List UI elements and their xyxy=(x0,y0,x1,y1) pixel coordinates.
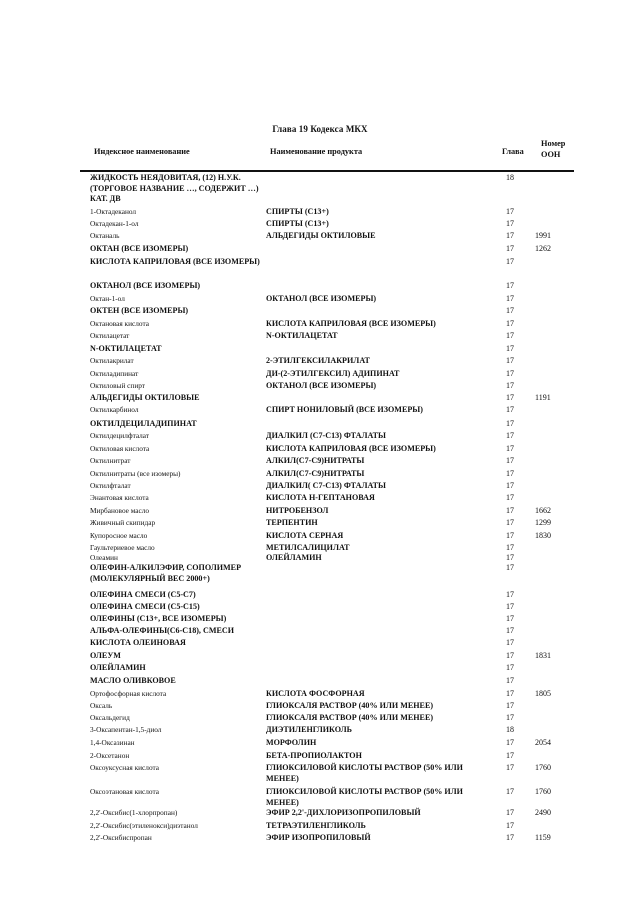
page-title: Глава 19 Кодекса МКХ xyxy=(272,124,368,134)
chapter-cell: 17 xyxy=(506,763,514,772)
chapter-cell: 17 xyxy=(506,663,514,672)
product-name-cell: N-ОКТИЛАЦЕТАТ xyxy=(266,331,338,340)
header-un-line1: Номер xyxy=(541,139,566,148)
index-name-cell: ОКТЕН (ВСЕ ИЗОМЕРЫ) xyxy=(90,306,189,315)
chapter-cell: 17 xyxy=(506,381,514,390)
product-name-cell: ГЛИОКСИЛОВОЙ КИСЛОТЫ РАСТВОР (50% ИЛИ МЕНЕЕ) xyxy=(266,763,463,783)
chapter-cell: 17 xyxy=(506,405,514,414)
index-name-cell: Мирбановое масло xyxy=(90,506,150,515)
index-name-cell: КИСЛОТА ОЛЕИНОВАЯ xyxy=(90,638,186,647)
index-name-cell: МАСЛО ОЛИВКОВОЕ xyxy=(90,676,176,685)
product-name-cell: ТЕТРАЭТИЛЕНГЛИКОЛЬ xyxy=(266,821,366,830)
product-name-cell: КИСЛОТА СЕРНАЯ xyxy=(266,531,344,540)
product-name-cell: ДИЭТИЛЕНГЛИКОЛЬ xyxy=(266,725,352,734)
header-un-line2: ООН xyxy=(541,150,561,159)
un-number-cell: 1831 xyxy=(535,651,551,660)
product-name-cell: ОКТАНОЛ (ВСЕ ИЗОМЕРЫ) xyxy=(266,381,377,390)
chapter-cell: 17 xyxy=(506,808,514,817)
index-name-cell: Октилакрилат xyxy=(90,356,134,365)
product-name-cell: 2-ЭТИЛГЕКСИЛАКРИЛАТ xyxy=(266,356,370,365)
index-name-cell: Оксаль xyxy=(90,701,113,710)
un-number-cell: 1662 xyxy=(535,506,551,515)
chapter-cell: 17 xyxy=(506,543,514,552)
index-name-cell: ОКТАНОЛ (ВСЕ ИЗОМЕРЫ) xyxy=(90,281,201,290)
chapter-cell: 17 xyxy=(506,456,514,465)
chapter-cell: 17 xyxy=(506,319,514,328)
index-name-cell: ОКТАН (ВСЕ ИЗОМЕРЫ) xyxy=(90,244,189,253)
chapter-cell: 17 xyxy=(506,481,514,490)
chapter-cell: 17 xyxy=(506,833,514,842)
un-number-cell: 2490 xyxy=(535,808,551,817)
chapter-cell: 17 xyxy=(506,219,514,228)
index-name-cell: N-ОКТИЛАЦЕТАТ xyxy=(90,344,162,353)
index-name-cell: 2,2'-Оксибис(1-хлорпропан) xyxy=(90,808,178,817)
index-name-cell: Октилацетат xyxy=(90,331,130,340)
chapter-cell: 17 xyxy=(506,701,514,710)
index-name-cell: ОЛЕФИНА СМЕСИ (С5-С7) xyxy=(90,590,196,599)
chapter-cell: 17 xyxy=(506,531,514,540)
index-name-cell: 1-Октадеканол xyxy=(90,207,137,216)
index-name-cell: ОЛЕФИН-АЛКИЛЭФИР, СОПОЛИМЕР (МОЛЕКУЛЯРНЫЙ ВЕС 2000+) xyxy=(90,563,242,583)
chapter-cell: 17 xyxy=(506,244,514,253)
un-number-cell: 1830 xyxy=(535,531,551,540)
chapter-cell: 17 xyxy=(506,506,514,515)
chapter-cell: 17 xyxy=(506,751,514,760)
un-number-cell: 1262 xyxy=(535,244,551,253)
chapter-cell: 17 xyxy=(506,281,514,290)
un-number-cell: 1159 xyxy=(535,833,551,842)
chapter-cell: 17 xyxy=(506,294,514,303)
product-name-cell: НИТРОБЕНЗОЛ xyxy=(266,506,329,515)
index-name-cell: Гаультериевое масло xyxy=(90,543,155,552)
un-number-cell: 1991 xyxy=(535,231,551,240)
product-name-cell: ЭФИР ИЗОПРОПИЛОВЫЙ xyxy=(266,833,371,842)
index-name-cell: Энантовая кислота xyxy=(90,493,149,502)
product-name-cell: КИСЛОТА ФОСФОРНАЯ xyxy=(266,689,365,698)
index-name-cell: Октан-1-ол xyxy=(90,294,125,303)
chapter-cell: 17 xyxy=(506,602,514,611)
product-name-cell: АЛЬДЕГИДЫ ОКТИЛОВЫЕ xyxy=(266,231,376,240)
index-name-cell: Купоросное масло xyxy=(90,531,148,540)
product-name-cell: АЛКИЛ(С7-С9)НИТРАТЫ xyxy=(266,469,365,478)
chapter-cell: 17 xyxy=(506,469,514,478)
index-name-cell: 1,4-Оксазинан xyxy=(90,738,135,747)
product-name-cell: СПИРТЫ (С13+) xyxy=(266,207,329,216)
un-number-cell: 1760 xyxy=(535,787,551,796)
chapter-cell: 17 xyxy=(506,306,514,315)
product-name-cell: МЕТИЛСАЛИЦИЛАТ xyxy=(266,543,350,552)
product-name-cell: СПИРТ НОНИЛОВЫЙ (ВСЕ ИЗОМЕРЫ) xyxy=(266,405,423,414)
chapter-cell: 17 xyxy=(506,689,514,698)
product-name-cell: ТЕРПЕНТИН xyxy=(266,518,318,527)
index-name-cell: Октилкарбинол xyxy=(90,405,139,414)
chapter-cell: 17 xyxy=(506,344,514,353)
chapter-cell: 17 xyxy=(506,614,514,623)
index-name-cell: ОЛЕУМ xyxy=(90,651,121,660)
index-name-cell: Живичный скипидар xyxy=(90,518,156,527)
index-name-cell: Ортофосфорная кислота xyxy=(90,689,167,698)
index-name-cell: Оксоэтановая кислота xyxy=(90,787,159,796)
header-chapter: Глава xyxy=(502,147,524,156)
product-name-cell: ГЛИОКСИЛОВОЙ КИСЛОТЫ РАСТВОР (50% ИЛИ МЕНЕЕ) xyxy=(266,787,463,807)
product-name-cell: БЕТА-ПРОПИОЛАКТОН xyxy=(266,751,362,760)
chapter-cell: 17 xyxy=(506,369,514,378)
index-name-cell: 2,2'-Оксибис(этиленокси)диэтанол xyxy=(90,821,198,830)
index-name-cell: АЛЬДЕГИДЫ ОКТИЛОВЫЕ xyxy=(90,393,200,402)
product-name-cell: ДИ-(2-ЭТИЛГЕКСИЛ) АДИПИНАТ xyxy=(266,369,400,378)
chapter-cell: 17 xyxy=(506,563,514,572)
product-name-cell: ГЛИОКСАЛЯ РАСТВОР (40% ИЛИ МЕНЕЕ) xyxy=(266,701,434,710)
product-name-cell: КИСЛОТА Н-ГЕПТАНОВАЯ xyxy=(266,493,375,502)
index-name-cell: КИСЛОТА КАПРИЛОВАЯ (ВСЕ ИЗОМЕРЫ) xyxy=(90,257,260,266)
chapter-cell: 17 xyxy=(506,356,514,365)
chapter-cell: 17 xyxy=(506,331,514,340)
header-rule xyxy=(80,170,574,172)
index-name-cell: Оксоуксусная кислота xyxy=(90,763,160,772)
index-name-cell: Октиловая кислота xyxy=(90,444,150,453)
chapter-cell: 17 xyxy=(506,553,514,562)
un-number-cell: 1760 xyxy=(535,763,551,772)
header-index-name: Индексное наименование xyxy=(94,147,190,156)
chapter-cell: 17 xyxy=(506,419,514,428)
product-name-cell: ОКТАНОЛ (ВСЕ ИЗОМЕРЫ) xyxy=(266,294,377,303)
chapter-cell: 17 xyxy=(506,821,514,830)
index-name-cell: Оксальдегид xyxy=(90,713,130,722)
index-name-cell: ЖИДКОСТЬ НЕЯДОВИТАЯ, (12) Н.У.К. (ТОРГОВОЕ НАЗВАНИЕ …, СОДЕРЖИТ …) КАТ. ДВ xyxy=(90,173,259,204)
index-name-cell: ОЛЕЙЛАМИН xyxy=(90,663,146,672)
index-name-cell: Олеамин xyxy=(90,553,118,562)
index-name-cell: АЛЬФА-ОЛЕФИНЫ(С6-С18), СМЕСИ xyxy=(90,626,235,635)
un-number-cell: 1299 xyxy=(535,518,551,527)
header-un-number xyxy=(541,138,565,160)
product-name-cell: ЭФИР 2,2'-ДИХЛОРИЗОПРОПИЛОВЫЙ xyxy=(266,808,421,817)
chapter-cell: 17 xyxy=(506,626,514,635)
index-name-cell: Октилнитрат xyxy=(90,456,131,465)
chapter-cell: 17 xyxy=(506,393,514,402)
chapter-cell: 17 xyxy=(506,493,514,502)
chapter-cell: 17 xyxy=(506,518,514,527)
index-name-cell: Октилнитраты (все изомеры) xyxy=(90,469,181,478)
header-product-name: Наименование продукта xyxy=(270,147,363,156)
un-number-cell: 1191 xyxy=(535,393,551,402)
product-name-cell: ДИАЛКИЛ( С7-С13) ФТАЛАТЫ xyxy=(266,481,386,490)
product-name-cell: АЛКИЛ(С7-С9)НИТРАТЫ xyxy=(266,456,365,465)
index-name-cell: ОЛЕФИНЫ (С13+, ВСЕ ИЗОМЕРЫ) xyxy=(90,614,227,623)
index-name-cell: Октиладипинат xyxy=(90,369,139,378)
product-name-cell: МОРФОЛИН xyxy=(266,738,317,747)
chapter-cell: 17 xyxy=(506,638,514,647)
chapter-cell: 18 xyxy=(506,173,514,182)
product-name-cell: СПИРТЫ (С13+) xyxy=(266,219,329,228)
un-number-cell: 1805 xyxy=(535,689,551,698)
chapter-cell: 17 xyxy=(506,590,514,599)
chapter-cell: 17 xyxy=(506,257,514,266)
index-name-cell: Октилфталат xyxy=(90,481,131,490)
index-name-cell: Октадекан-1-ол xyxy=(90,219,139,228)
index-name-cell: Октиловый спирт xyxy=(90,381,145,390)
product-name-cell: КИСЛОТА КАПРИЛОВАЯ (ВСЕ ИЗОМЕРЫ) xyxy=(266,319,436,328)
chapter-cell: 18 xyxy=(506,725,514,734)
un-number-cell: 2054 xyxy=(535,738,551,747)
chapter-cell: 17 xyxy=(506,231,514,240)
index-name-cell: Октаналь xyxy=(90,231,120,240)
chapter-cell: 17 xyxy=(506,787,514,796)
chapter-cell: 17 xyxy=(506,676,514,685)
product-name-cell: ОЛЕЙЛАМИН xyxy=(266,553,322,562)
product-name-cell: ДИАЛКИЛ (С7-С13) ФТАЛАТЫ xyxy=(266,431,386,440)
index-name-cell: Октановая кислота xyxy=(90,319,149,328)
index-name-cell: Октилдецилфталат xyxy=(90,431,150,440)
chapter-cell: 17 xyxy=(506,444,514,453)
index-name-cell: 3-Оксапентан-1,5-диол xyxy=(90,725,162,734)
index-name-cell: ОКТИЛДЕЦИЛАДИПИНАТ xyxy=(90,419,197,428)
chapter-cell: 17 xyxy=(506,431,514,440)
product-name-cell: КИСЛОТА КАПРИЛОВАЯ (ВСЕ ИЗОМЕРЫ) xyxy=(266,444,436,453)
product-name-cell: ГЛИОКСАЛЯ РАСТВОР (40% ИЛИ МЕНЕЕ) xyxy=(266,713,434,722)
chapter-cell: 17 xyxy=(506,713,514,722)
chapter-cell: 17 xyxy=(506,207,514,216)
index-name-cell: 2,2'-Оксибиспропан xyxy=(90,833,152,842)
index-name-cell: 2-Оксетанон xyxy=(90,751,130,760)
index-name-cell: ОЛЕФИНА СМЕСИ (С5-С15) xyxy=(90,602,200,611)
chapter-cell: 17 xyxy=(506,738,514,747)
chapter-cell: 17 xyxy=(506,651,514,660)
